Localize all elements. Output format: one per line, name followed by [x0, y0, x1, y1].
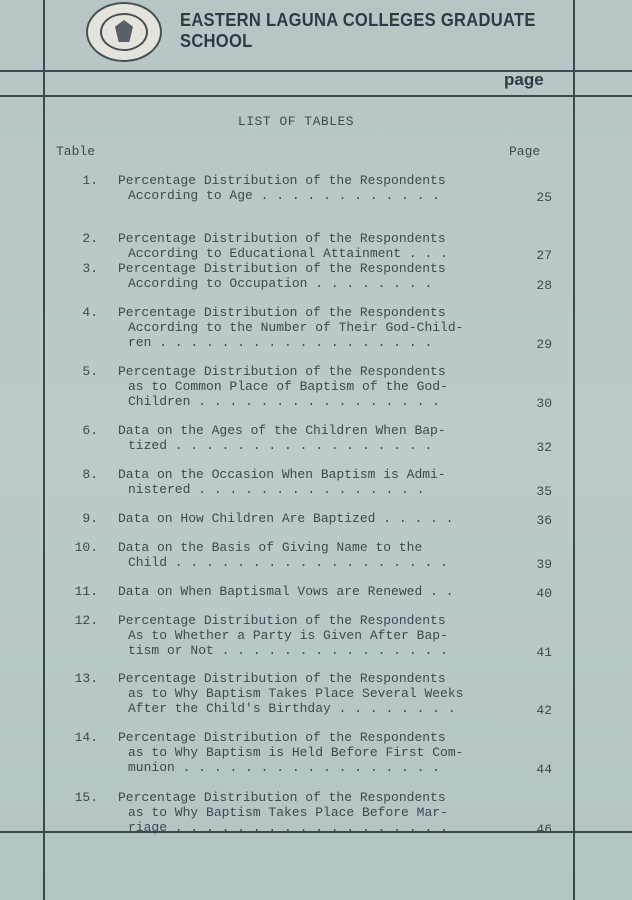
table-caption	[118, 173, 508, 203]
header-rule-bottom	[0, 95, 632, 97]
page-number: 42	[536, 703, 552, 718]
table-caption	[118, 584, 508, 599]
caption-line: as to Why Baptism Takes Place Before Mar-	[128, 805, 448, 820]
list-of-tables-title: LIST OF TABLES	[237, 114, 355, 129]
caption-line: ren . . . . . . . . . . . . . . . . . .	[128, 335, 433, 350]
table-number: 4.	[82, 305, 98, 320]
caption-line: Percentage Distribution of the Respondents	[118, 613, 446, 628]
table-number: 11.	[74, 584, 98, 599]
table-caption	[118, 364, 508, 409]
table-column-header: Table	[56, 144, 96, 159]
table-number: 3.	[82, 261, 98, 276]
page-number: 29	[536, 337, 552, 352]
table-number: 14.	[74, 730, 98, 745]
table-number: 13.	[74, 671, 98, 686]
table-number: 2.	[82, 231, 98, 246]
page-column-label: page	[504, 70, 544, 89]
caption-line: tized . . . . . . . . . . . . . . . . .	[128, 438, 433, 453]
page-number: 40	[536, 586, 552, 601]
caption-line: as to Why Baptism is Held Before First Com-	[128, 745, 464, 760]
table-number: 8.	[82, 467, 98, 482]
page-number: 35	[536, 484, 552, 499]
table-number: 10.	[74, 540, 98, 555]
table-caption	[118, 540, 508, 570]
table-caption	[118, 423, 508, 453]
caption-line: According to Educational Attainment . . .	[128, 246, 448, 261]
caption-line: Data on How Children Are Baptized . . . . .	[118, 511, 454, 526]
caption-line: According to the Number of Their God-Child-	[128, 320, 464, 335]
table-caption	[118, 790, 508, 835]
page-number: 46	[536, 822, 552, 837]
page-number: 36	[536, 513, 552, 528]
right-margin-rule	[573, 0, 575, 900]
table-caption	[118, 671, 508, 716]
caption-line: Child . . . . . . . . . . . . . . . . . .	[128, 555, 448, 570]
caption-line: Data on the Basis of Giving Name to the	[118, 540, 423, 555]
caption-line: Percentage Distribution of the Respondents	[118, 790, 446, 805]
caption-line: Percentage Distribution of the Respondents	[118, 173, 446, 188]
caption-line: According to Occupation . . . . . . . .	[128, 276, 433, 291]
page-number: 32	[536, 440, 552, 455]
table-caption	[118, 261, 508, 291]
table-number: 12.	[74, 613, 98, 628]
school-name: EASTERN LAGUNA COLLEGES GRADUATE SCHOOL	[180, 10, 536, 51]
page-column-header: Page	[509, 144, 541, 159]
table-number: 15.	[74, 790, 98, 805]
caption-line: According to Age . . . . . . . . . . . .	[128, 188, 441, 203]
caption-line: Percentage Distribution of the Respondents	[118, 364, 446, 379]
page-number: 27	[536, 248, 552, 263]
caption-line: Percentage Distribution of the Respondents	[118, 305, 446, 320]
caption-line: Percentage Distribution of the Respondents	[118, 231, 446, 246]
caption-line: Data on the Occasion When Baptism is Admi-	[118, 467, 446, 482]
table-caption	[118, 467, 508, 497]
table-caption	[118, 511, 508, 526]
caption-line: Percentage Distribution of the Respondents	[118, 671, 446, 686]
page-number: 30	[536, 396, 552, 411]
page-number: 41	[536, 645, 552, 660]
caption-line: Children . . . . . . . . . . . . . . . .	[128, 394, 441, 409]
table-caption	[118, 305, 508, 350]
table-caption	[118, 730, 508, 775]
table-number: 5.	[82, 364, 98, 379]
table-number: 9.	[82, 511, 98, 526]
caption-line: Percentage Distribution of the Respondents	[118, 261, 446, 276]
page-number: 25	[536, 190, 552, 205]
caption-line: as to Common Place of Baptism of the God-	[128, 379, 448, 394]
table-number: 6.	[82, 423, 98, 438]
caption-line: as to Why Baptism Takes Place Several Weeks	[128, 686, 464, 701]
page-number: 39	[536, 557, 552, 572]
caption-line: tism or Not . . . . . . . . . . . . . . .	[128, 643, 448, 658]
caption-line: Percentage Distribution of the Respondents	[118, 730, 446, 745]
page-number: 44	[536, 762, 552, 777]
caption-line: As to Whether a Party is Given After Bap-	[128, 628, 448, 643]
caption-line: Data on When Baptismal Vows are Renewed . .	[118, 584, 454, 599]
caption-line: After the Child's Birthday . . . . . . . .	[128, 701, 456, 716]
caption-line: nistered . . . . . . . . . . . . . . .	[128, 482, 425, 497]
table-caption	[118, 613, 508, 658]
table-number: 1.	[82, 173, 98, 188]
caption-line: munion . . . . . . . . . . . . . . . . .	[128, 760, 441, 775]
left-margin-rule	[43, 0, 45, 900]
page-number: 28	[536, 278, 552, 293]
table-caption	[118, 231, 508, 261]
caption-line: Data on the Ages of the Children When Bap-	[118, 423, 446, 438]
caption-line: riage . . . . . . . . . . . . . . . . . .	[128, 820, 448, 835]
college-seal-logo	[86, 2, 162, 62]
